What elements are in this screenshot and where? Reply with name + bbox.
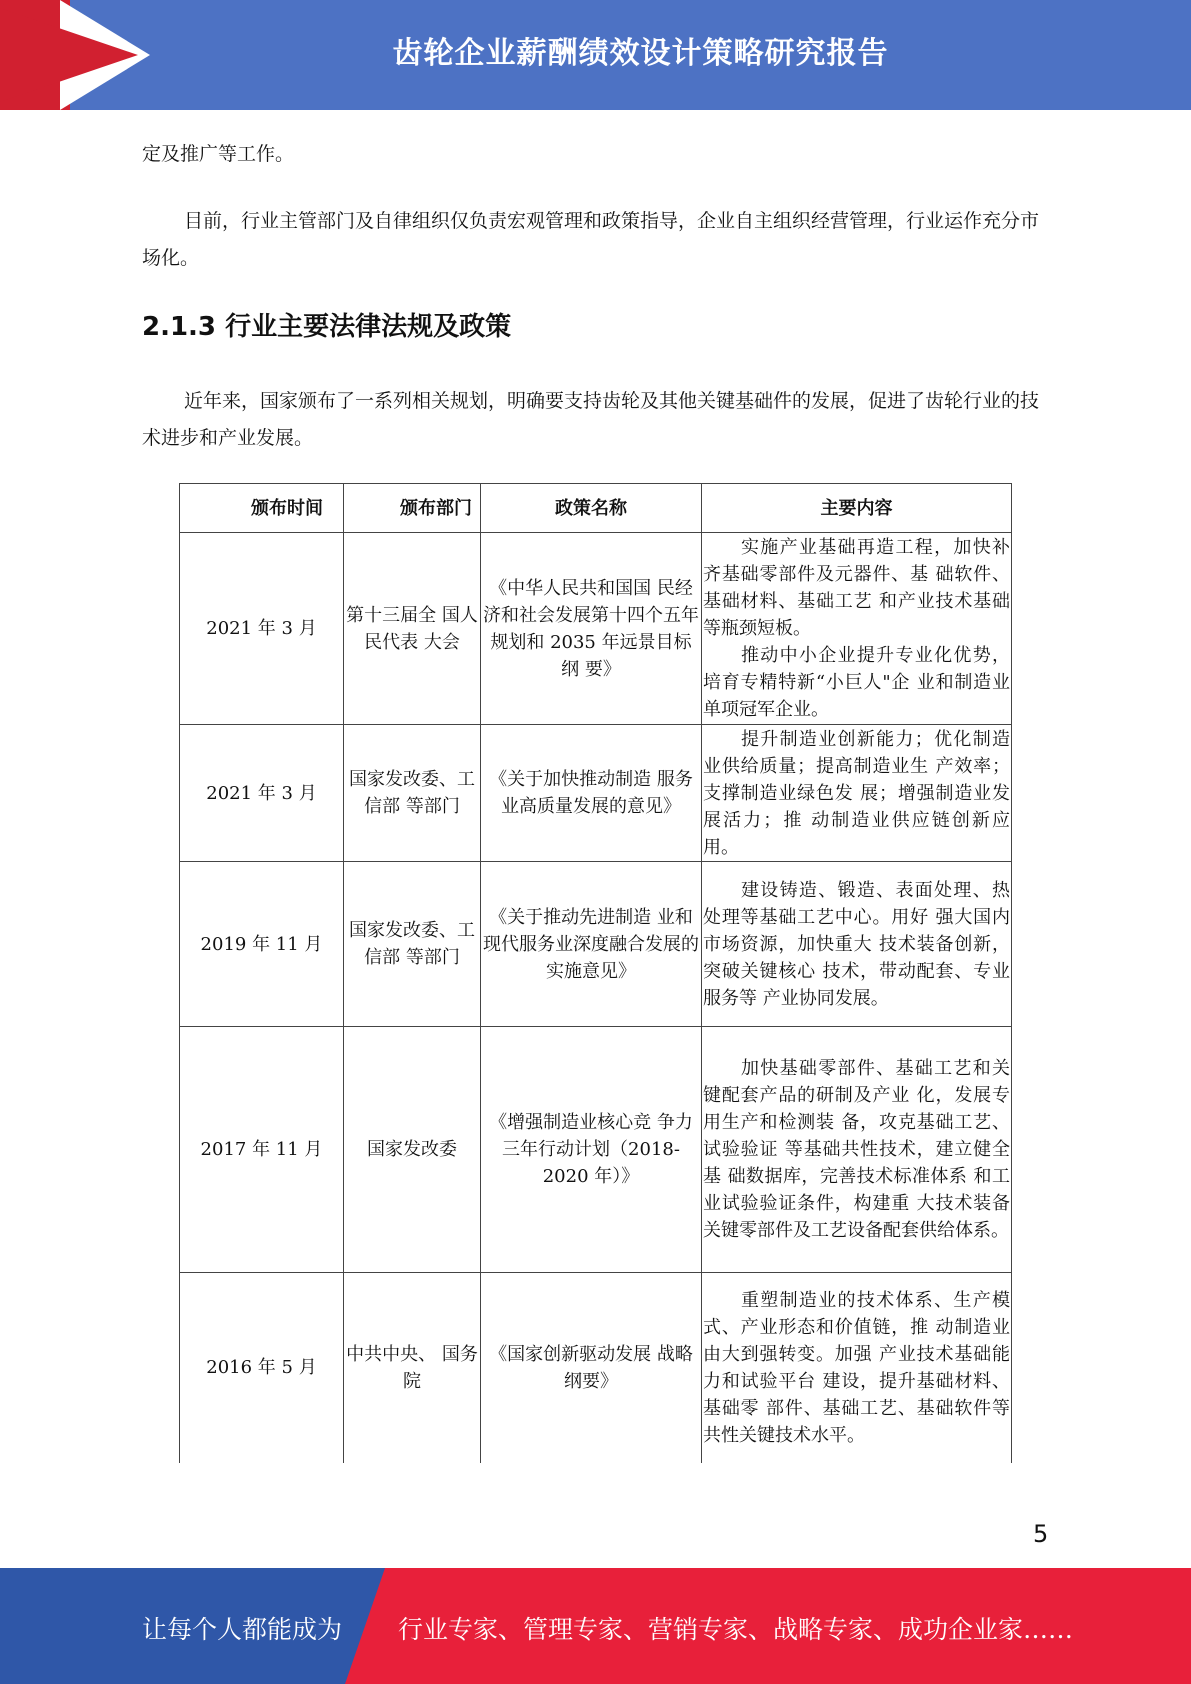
cell-department: 国家发改委、工信部 等部门 [344, 862, 481, 1027]
cell-date: 2016 年 5 月 [180, 1273, 344, 1463]
content-paragraph: 重塑制造业的技术体系、生产模式、产业形态和价值链，推 动制造业由大到强转变。加强 产业技术基础能力和试验平台 建设，提升基础材料、基础零 部件、基础工艺、基础软件等 共性关键技术水平。 [703, 1289, 1010, 1446]
cell-department: 第十三届全 国人民代表 大会 [344, 533, 481, 725]
cell-content [702, 862, 1012, 1027]
cell-policy: 《中华人民共和国国 民经济和社会发展第十四个五年规划和 2035 年远景目标纲 要》 [481, 533, 702, 725]
page-footer [0, 1568, 1191, 1684]
column-header-policy: 政策名称 [481, 484, 702, 533]
cell-policy: 《关于加快推动制造 服务业高质量发展的意见》 [481, 725, 702, 862]
table-row [180, 533, 1012, 725]
paragraph-policy-intro: 近年来，国家颁布了一系列相关规划，明确要支持齿轮及其他关键基础件的发展，促进了齿轮行业的技术进步和产业发展。 [142, 390, 1040, 449]
page-number: 5 [1033, 1520, 1049, 1548]
cell-date: 2021 年 3 月 [180, 533, 344, 725]
table-header-row [180, 484, 1012, 533]
cell-department: 中共中央、 国务院 [344, 1273, 481, 1463]
table-row [180, 1273, 1012, 1463]
paragraph-continued: 定及推广等工作。 [142, 143, 295, 165]
content-paragraph: 建设铸造、锻造、表面处理、热处理等基础工艺中心。用好 强大国内市场资源，加快重大 技术装备创新，突破关键核心 技术，带动配套、专业服务等 产业协同发展。 [703, 879, 1010, 1009]
cell-date: 2021 年 3 月 [180, 725, 344, 862]
cell-policy: 《国家创新驱动发展 战略纲要》 [481, 1273, 702, 1463]
report-title: 齿轮企业薪酬绩效设计策略研究报告 [392, 36, 889, 71]
cell-department: 国家发改委 [344, 1027, 481, 1273]
content-paragraph: 加快基础零部件、基础工艺和关键配套产品的研制及产业 化，发展专用生产和检测装 备，攻克基础工艺、试验验证 等基础共性技术，建立健全基 础数据库，完善技术标准体系 和工业试验验证条件，构建重 大技术装备关键零部件及工艺设备配套供给体系。 [703, 1058, 1010, 1241]
column-header-department: 颁布部门 [344, 484, 481, 533]
cell-content [702, 1027, 1012, 1273]
table-row [180, 862, 1012, 1027]
cell-date: 2017 年 11 月 [180, 1027, 344, 1273]
table-row [180, 725, 1012, 862]
content-paragraph: 推动中小企业提升专业化优势，培育专精特新“小巨人"企 业和制造业单项冠军企业。 [703, 645, 1010, 720]
cell-department: 国家发改委、工信部 等部门 [344, 725, 481, 862]
cell-policy: 《增强制造业核心竞 争力三年行动计划（2018-2020 年）》 [481, 1027, 702, 1273]
paragraph-industry-management: 目前，行业主管部门及自律组织仅负责宏观管理和政策指导，企业自主组织经营管理，行业运作充分市场化。 [142, 210, 1040, 269]
table-row [180, 1027, 1012, 1273]
section-heading: 2.1.3 行业主要法律法规及政策 [142, 312, 512, 342]
content-paragraph: 提升制造业创新能力；优化制造业供给质量；提高制造业生 产效率；支撑制造业绿色发 展；增强制造业发展活力；推 动制造业供应链创新应用。 [703, 728, 1010, 858]
content-paragraph: 实施产业基础再造工程，加快补齐基础零部件及元器件、基 础软件、基础材料、基础工艺 和产业技术基础等瓶颈短板。 [703, 537, 1010, 639]
policy-table [179, 483, 1012, 1463]
footer-slogan-left: 让每个人都能成为 [142, 1615, 343, 1644]
footer-slogan-right: 行业专家、管理专家、营销专家、战略专家、成功企业家…… [398, 1615, 1074, 1644]
column-header-date: 颁布时间 [180, 484, 344, 533]
cell-policy: 《关于推动先进制造 业和现代服务业深度融合发展的实施意见》 [481, 862, 702, 1027]
page-header [0, 0, 1191, 110]
cell-content [702, 1273, 1012, 1463]
cell-content [702, 533, 1012, 725]
footer-blue-slant [345, 1568, 385, 1684]
cell-date: 2019 年 11 月 [180, 862, 344, 1027]
column-header-content: 主要内容 [702, 484, 1012, 533]
cell-content [702, 725, 1012, 862]
